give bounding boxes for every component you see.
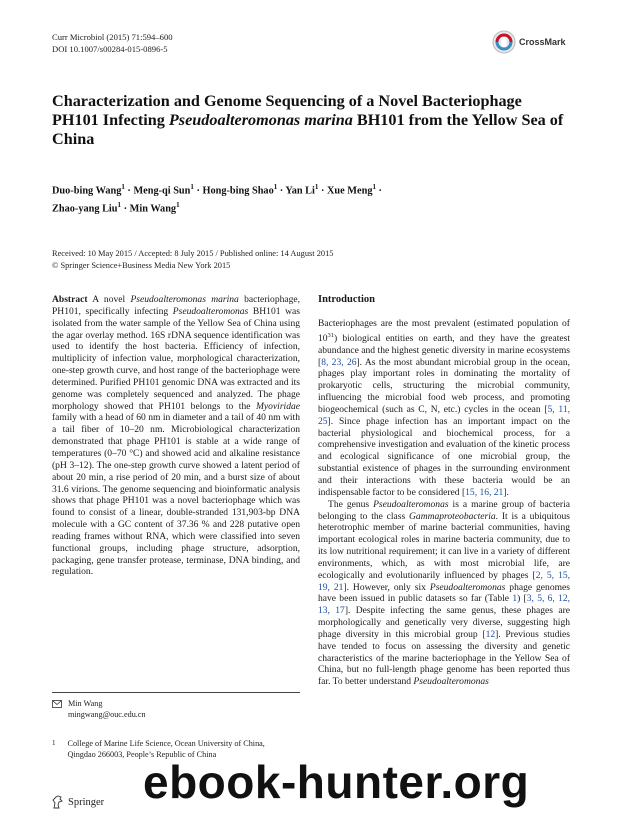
citation-link[interactable]: 2, 5, 15, 19, 21 <box>318 569 570 593</box>
citation-link[interactable]: 3, 5, 6, 12, 13, 17 <box>318 593 571 617</box>
publication-dates <box>52 248 333 272</box>
watermark-text: ebook-hunter.org <box>143 756 530 808</box>
abstract-section <box>52 294 300 578</box>
author-name: Xue Meng <box>327 185 373 197</box>
author-list <box>52 180 572 217</box>
author-line-1 <box>52 180 572 198</box>
author-affiliation-mark: 1 <box>273 183 278 191</box>
author-affiliation-mark: 1 <box>190 183 194 191</box>
abstract-label: Abstract <box>52 294 88 305</box>
springer-horse-icon <box>52 795 64 809</box>
author-name: Hong-bing Shao <box>202 185 274 197</box>
copyright-line: © Springer Science+Business Media New York 2015 <box>52 261 231 270</box>
introduction-heading: Introduction <box>318 294 375 305</box>
author-separator: · <box>375 185 382 197</box>
publisher-logo <box>52 795 104 809</box>
envelope-icon <box>52 700 62 708</box>
contact-email[interactable]: mingwang@ouc.edu.cn <box>68 710 146 719</box>
journal-header <box>52 32 173 55</box>
citation-link[interactable]: 8, 23, 26 <box>321 356 357 368</box>
author-name: Yan Li <box>285 185 315 197</box>
affiliation-line-1: College of Marine Life Science, Ocean University of China, <box>67 739 265 748</box>
abstract-text: Abstract A novel Pseudoalteromonas marina bacteriophage, PH101, specifically infecting Pseudoalteromonas BH101 was isolated from the water sample of the Yellow Sea of China using the agar overlay method. 16S rDNA sequence identification was used to identify the host bacteria. Efficiency of infection, multiplicity of infection value, morphological characterization, one-step growth curve, and host range of the bacteriophage were determined. Purified PH101 genomic DNA was extracted and its genome was completely sequenced and analyzed. The phage morphology showed that PH101 belongs to the Myoviridae family with a head of 60 nm in diameter and a tail of 40 nm with a tail fiber of 10–20 nm. Microbiological characterization demonstrated that phage PH101 is stable at a wide range of temperatures (0–70 °C) and showed acid and alkaline resistance (pH 3–12). The one-step growth curve showed a latent period of about 20 min, a rise period of 20 min, and a burst size of about 31.6 virions. The genome sequencing and bioinformatic analysis shows that phage PH101 was a novel bacteriophage which was found to consist of a linear, double-stranded 131,903-bp DNA molecule with a GC content of 37.36 % and 228 putative open reading frames without RNA, which were classified into seven functional groups, including phage structure, adsorption, packaging, gene transfer protease, terminase, DNA binding, and regulation. <box>52 294 301 578</box>
corresponding-author <box>52 698 300 720</box>
author-name: Meng-qi Sun <box>133 185 191 197</box>
article-title: Characterization and Genome Sequencing of a Novel Bacteriophage PH101 Infecting Pseudoalteromonas marina BH101 from the Yellow Sea of China <box>52 92 564 149</box>
author-name: Duo-bing Wang <box>52 185 122 197</box>
footnote-divider <box>52 692 300 693</box>
crossmark-icon <box>492 30 516 54</box>
citation-link[interactable]: 15, 16, 21 <box>465 486 504 498</box>
author-line-2 <box>52 198 572 216</box>
contact-name: Min Wang <box>68 699 103 708</box>
affiliation-line-2: Qingdao 266003, People’s Republic of China <box>67 750 217 759</box>
author-separator: · <box>277 185 286 197</box>
author-name: Zhao-yang Liu <box>52 203 118 215</box>
author-affiliation-mark: 1 <box>372 183 376 191</box>
author-separator: · <box>124 185 134 197</box>
intro-paragraph-2: The genus Pseudoalteromonas is a marine group of bacteria belonging to the class Gammaproteobacteria. It is a ubiquitous heterotrophic member of marine bacterial communities, having important ecological roles in marine bacteria community, due to its low nutritional requirement; it can live in a variety of different environments, which, as with most microbial life, are ecologically and evolutionarily influenced by phages [2, 5, 15, 19, 21]. However, only six Pseudoalteromonas phage genomes have been issued in public datasets so far (Table 1) [3, 5, 6, 12, 13, 17]. Despite infecting the same genus, these phages are morphologically and genetically very diverse, suggesting high phage diversity in this microbial group [12]. Previous studies have tended to focus on assessing the diversity and genetic characteristics of the marine bacteriophage in the Yellow Sea of China, but no full-length phage genome has been reported thus far. To better understand Pseudoalteromonas <box>318 498 571 688</box>
author-affiliation-mark: 1 <box>121 183 125 191</box>
journal-citation: Curr Microbiol (2015) 71:594–600 <box>52 32 173 42</box>
author-affiliation-mark: 1 <box>176 201 180 210</box>
introduction-section <box>318 294 570 688</box>
author-affiliation-mark: 1 <box>314 183 319 191</box>
citation-link[interactable]: 5, 11, 25 <box>318 403 570 427</box>
intro-paragraph-1: Bacteriophages are the most prevalent (estimated population of $10^{31}$) biological entities on earth, and they have the greatest abundance and the highest genetic diversity in marine ecosystems [8, 23, 26]. As the most abundant microbial group in the ocean, phages play important roles in dominating the mortality of prokaryotic cells, structuring the microbial community, influencing the microbial food web process, and promoting biogeochemical (such as C, N, etc.) cycles in the ocean [5, 11, 25]. Since phage infection has an important impact on the bacterial physiological and biochemical process, for a comprehensive investigation and evaluation of the kinetic process and ecological significance of one microbial group, the substantial existence of phages in the surrounding environment and their interactions with these bacteria would be an indispensable factor to be considered [15, 16, 21]. <box>318 317 570 498</box>
publisher-name: Springer <box>68 796 105 808</box>
received-accepted-dates: Received: 10 May 2015 / Accepted: 8 July 2015 / Published online: 14 August 2015 <box>52 249 334 258</box>
author-separator: · <box>318 185 327 197</box>
author-separator: · <box>193 185 203 197</box>
affiliation-number: 1 <box>52 739 56 747</box>
table-link[interactable]: 1 <box>512 593 518 605</box>
crossmark-label: CrossMark <box>519 37 566 47</box>
crossmark-badge[interactable] <box>492 30 566 54</box>
author-separator: · <box>121 203 130 215</box>
author-affiliation-mark: 1 <box>117 201 122 210</box>
doi-link[interactable]: DOI 10.1007/s00284-015-0896-5 <box>52 43 168 54</box>
author-name: Min Wang <box>129 203 177 215</box>
citation-link[interactable]: 12 <box>485 628 496 640</box>
